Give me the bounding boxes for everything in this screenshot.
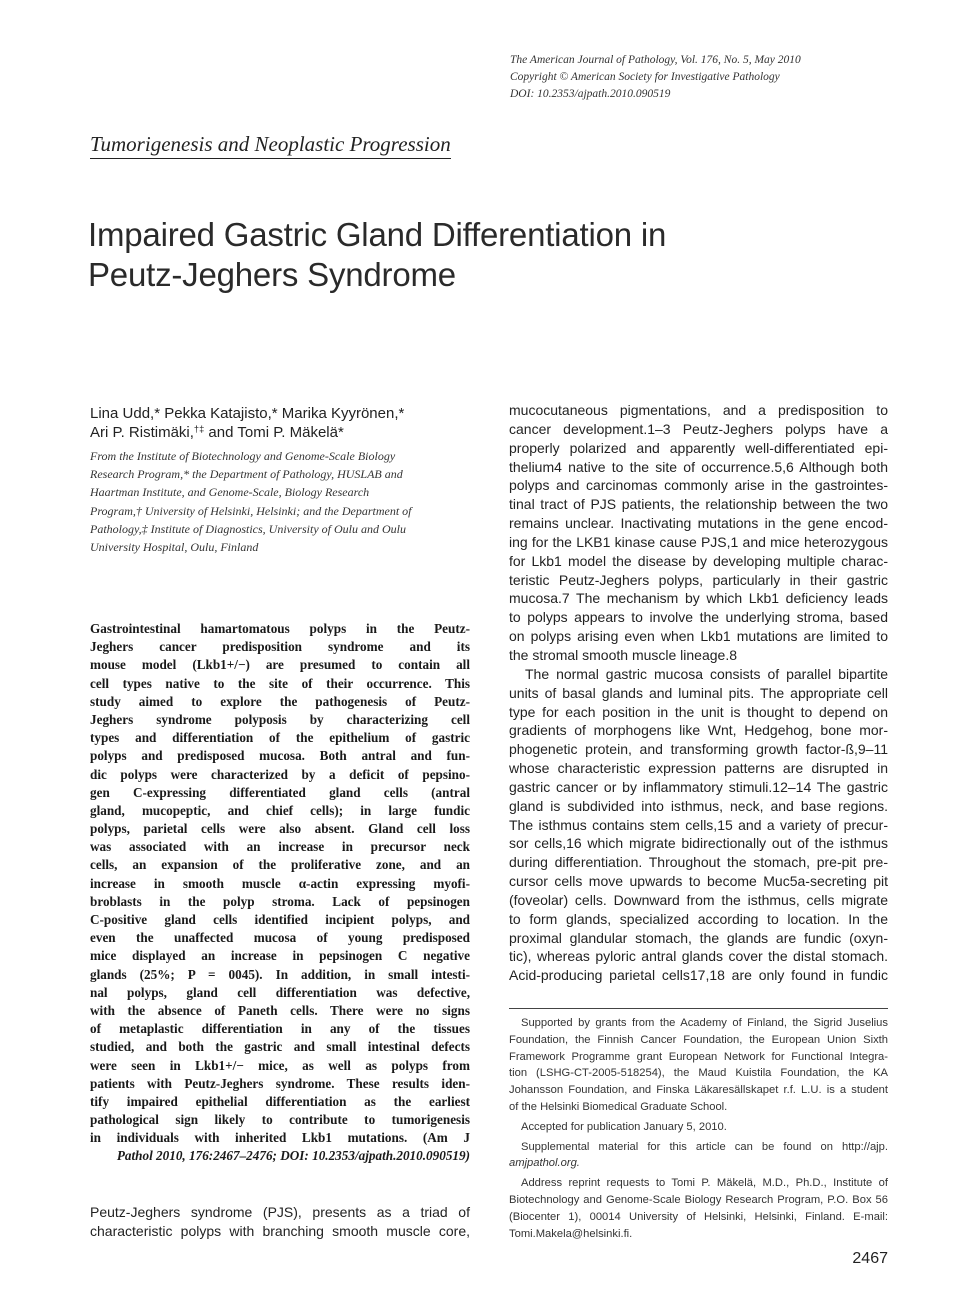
affiliation-line: University Hospital, Oulu, Finland <box>90 540 259 555</box>
abstract-line: glands (25%; P = 0045). In addition, in small intesti- <box>90 966 470 982</box>
body-line: mucosa.7 The mechanism by which Lkb1 deficiency leads <box>509 590 888 607</box>
affiliations <box>90 447 475 556</box>
abstract-line: was associated with an increase in precursor neck <box>90 839 470 855</box>
footnotes <box>509 1015 888 1242</box>
abstract-line: mice displayed an increase in pepsinogen C negative <box>90 948 470 964</box>
abstract-line: of metaplastic differentiation in any of the tissues <box>90 1021 470 1037</box>
abstract-line: studied, and both the gastric and small intestinal defects <box>90 1039 470 1055</box>
body-line: whose characteristic expression patterns are disrupted in <box>509 760 888 777</box>
abstract-line: broblasts in the polyp stroma. Lack of pepsinogen <box>90 893 470 909</box>
abstract-line: Jeghers cancer predisposition syndrome and its <box>90 639 470 655</box>
article-title-line: Impaired Gastric Gland Differentiation in <box>88 216 667 253</box>
body-line: for Lkb1 model the disease by developing multiple charac- <box>509 552 888 569</box>
section-heading: Tumorigenesis and Neoplastic Progression <box>90 132 451 159</box>
supplemental-note-line[interactable]: Supplemental material for this article can be found on http://ajp. <box>521 1140 888 1153</box>
abstract-line: study aimed to explore the pathogenesis of Peutz- <box>90 693 470 709</box>
body-line: tic), whereas pyloric antral glands cover the distal stomach. <box>509 948 888 965</box>
abstract-citation-line: Pathol 2010, 176:2467–2476; DOI: 10.2353/ajpath.2010.090519) <box>116 1148 470 1164</box>
body-line: phogenetic protein, and transforming growth factor-ß,9–11 <box>509 741 888 758</box>
abstract-line: pathological sign likely to contribute to tumorigenesis <box>90 1112 470 1128</box>
acceptance-date-line: Accepted for publication January 5, 2010. <box>521 1120 727 1133</box>
affiliation-line: Research Program,* the Department of Pathology, HUSLAB and <box>90 467 403 482</box>
author-name: and Tomi P. Mäkelä* <box>204 424 344 441</box>
reprint-address-line: (Biocenter 1), 00014 University of Helsinki, Helsinki, Finland. E-mail: <box>509 1210 888 1223</box>
abstract-line: were seen in Lkb1+/− mice, as well as polyps from <box>90 1057 470 1073</box>
supplemental-url-line[interactable]: amjpathol.org. <box>509 1157 580 1170</box>
footnote-line: tion (LSHG-CT-2005-518254), the Maud Kuistila Foundation, the KA <box>509 1067 888 1080</box>
body-line: units of basal glands and luminal pits. The appropriate cell <box>509 684 888 701</box>
abstract-line: Gastrointestinal hamartomatous polyps in the Peutz- <box>90 621 470 636</box>
abstract-line: even the unaffected mucosa of young predisposed <box>90 930 470 946</box>
journal-citation-line: The American Journal of Pathology, Vol. 176, No. 5, May 2010 <box>510 54 801 66</box>
affiliation-marker: †‡ <box>193 423 205 434</box>
body-line: Peutz-Jeghers syndrome (PJS), presents as a triad of <box>90 1204 470 1220</box>
journal-citation-header <box>510 52 940 103</box>
body-line: (foveolar) cells. Downward from the isthmus, cells migrate <box>509 891 888 908</box>
footnote-line: Johansson Foundation, and Finska Läkaresällskapet r.f. L.U. is a student <box>509 1084 888 1097</box>
abstract-line: types and differentiation of the epithelium of gastric <box>90 730 470 746</box>
body-line: gradients of morphogens like Wnt, Hedgehog, bone mor- <box>509 722 888 739</box>
body-line: Acid-producing parietal cells17,18 are only found in fundic <box>509 967 888 984</box>
author-list <box>90 404 475 442</box>
body-text-left-column <box>90 1203 470 1241</box>
abstract-line: with the absence of Paneth cells. There were no signs <box>90 1002 470 1018</box>
body-line: teristic Peutz-Jeghers polyps, particularly in their gastric <box>509 571 888 588</box>
footnote-divider <box>509 1008 888 1009</box>
abstract-line: cells, an expansion of the proliferative zone, and an <box>90 857 470 873</box>
body-line: type for each position in the unit is thought to depend on <box>509 703 888 720</box>
abstract-line: in individuals with inherited Lkb1 mutations. (Am J <box>90 1130 470 1146</box>
body-line: to polyps appears to involve the underlying stroma, based <box>509 609 888 626</box>
affiliation-line: Pathology,‡ Institute of Diagnostics, University of Oulu and Oulu <box>90 521 406 536</box>
abstract-line: gen C-expressing differentiated gland cells (antral <box>90 784 470 800</box>
abstract-line: increase in smooth muscle α-actin expressing myofi- <box>90 875 470 891</box>
affiliation-line: Haartman Institute, and Genome-Scale, Biology Research <box>90 485 370 500</box>
abstract-line: cell types native to the site of their occurrence. This <box>90 675 470 691</box>
abstract <box>90 620 470 1166</box>
footnote-line: of the Helsinki Biomedical Graduate School. <box>509 1100 728 1113</box>
body-line: gastric cancer or by inflammatory stimuli.12–14 The gastric <box>509 778 888 795</box>
abstract-line: nal polyps, gland cell differentiation was defective, <box>90 984 470 1000</box>
abstract-line: mouse model (Lkb1+/−) are presumed to contain all <box>90 657 470 673</box>
body-line: during differentiation. Throughout the stomach, pre-pit pre- <box>509 854 888 871</box>
doi-line: DOI: 10.2353/ajpath.2010.090519 <box>510 88 671 100</box>
article-title <box>88 215 848 295</box>
body-line: cursor cells move upwards to become Muc5a-secreting pit <box>509 873 888 890</box>
affiliation-line: Program,† University of Helsinki, Helsinki; and the Department of <box>90 503 412 518</box>
author-name: Ari P. Ristimäki, <box>90 424 194 441</box>
reprint-address-line: Biotechnology and Genome-Scale Biology Research Program, P.O. Box 56 <box>509 1193 888 1206</box>
footnote-line: Framework Programme grant European Network for Functional Integra- <box>509 1050 888 1063</box>
footnote-line: Supported by grants from the Academy of Finland, the Sigrid Juselius <box>521 1017 888 1029</box>
abstract-line: tify impaired epithelial differentiation as the earliest <box>90 1093 470 1109</box>
body-line: polyps and carcinomas commonly arise in the gastrointes- <box>509 477 888 494</box>
reprint-address-line: Address reprint requests to Tomi P. Mäkelä, M.D., Ph.D., Institute of <box>521 1177 888 1190</box>
abstract-line: polyps and predisposed mucosa. Both antral and fun- <box>90 748 470 764</box>
abstract-line: C-positive gland cells identified incipient polyps, and <box>90 912 470 927</box>
article-title-line: Peutz-Jeghers Syndrome <box>88 256 456 293</box>
abstract-line: polyps, parietal cells were also absent. Gland cell loss <box>90 821 470 837</box>
author-line <box>90 423 475 442</box>
body-line: to form glands, specialized according to location. In the <box>509 910 888 927</box>
body-line: characteristic polyps with branching smooth muscle core, <box>90 1223 470 1239</box>
body-line: tinal tract of PJS patients, the relationship between the two <box>509 496 888 513</box>
affiliation-line: From the Institute of Biotechnology and Genome-Scale Biology <box>90 449 396 463</box>
body-line: The isthmus contains stem cells,15 and a variety of precur- <box>509 816 888 833</box>
body-line: ing for the LKB1 kinase cause PJS,1 and mice heterozygous <box>509 533 888 550</box>
abstract-line: gland, mucopeptic, and chief cells); in large fundic <box>90 802 470 818</box>
body-line: properly polarized and apparently well-differentiated epi- <box>509 439 888 456</box>
body-line: cancer development.1–3 Peutz-Jeghers polyps have a <box>509 420 888 437</box>
body-line: the stromal smooth muscle lineage.8 <box>509 646 737 663</box>
body-line: remains unclear. Inactivating mutations in the gene encod- <box>509 515 888 532</box>
body-line: mucocutaneous pigmentations, and a predisposition to <box>509 402 888 418</box>
body-line: on polyps arising even when Lkb1 mutations are limited to <box>509 628 888 645</box>
body-line: gland is subdivided into isthmus, neck, and base regions. <box>509 797 888 814</box>
footnote-line: Foundation, the Finnish Cancer Foundation, the European Union Sixth <box>509 1033 888 1046</box>
abstract-line: dic polyps were characterized by a deficit of pepsino- <box>90 766 470 782</box>
body-line: proximal glandular stomach, the glands are fundic (oxyn- <box>509 929 888 946</box>
author-line: Lina Udd,* Pekka Katajisto,* Marika Kyyrönen,* <box>90 405 405 422</box>
page-number: 2467 <box>852 1250 888 1267</box>
abstract-line: patients with Peutz-Jeghers syndrome. These results iden- <box>90 1075 470 1091</box>
body-text-right-column <box>509 401 888 985</box>
body-line: The normal gastric mucosa consists of parallel bipartite <box>525 665 888 682</box>
body-line: thelium4 native to the site of occurrence.5,6 Although both <box>509 458 888 475</box>
body-line: sor cells,16 which migrate bidirectionally out of the isthmus <box>509 835 888 852</box>
abstract-line: Jeghers syndrome polyposis by characterizing cell <box>90 711 470 727</box>
email-link[interactable]: Tomi.Makela@helsinki.fi. <box>509 1227 633 1240</box>
copyright-line: Copyright © American Society for Investigative Pathology <box>510 71 780 83</box>
